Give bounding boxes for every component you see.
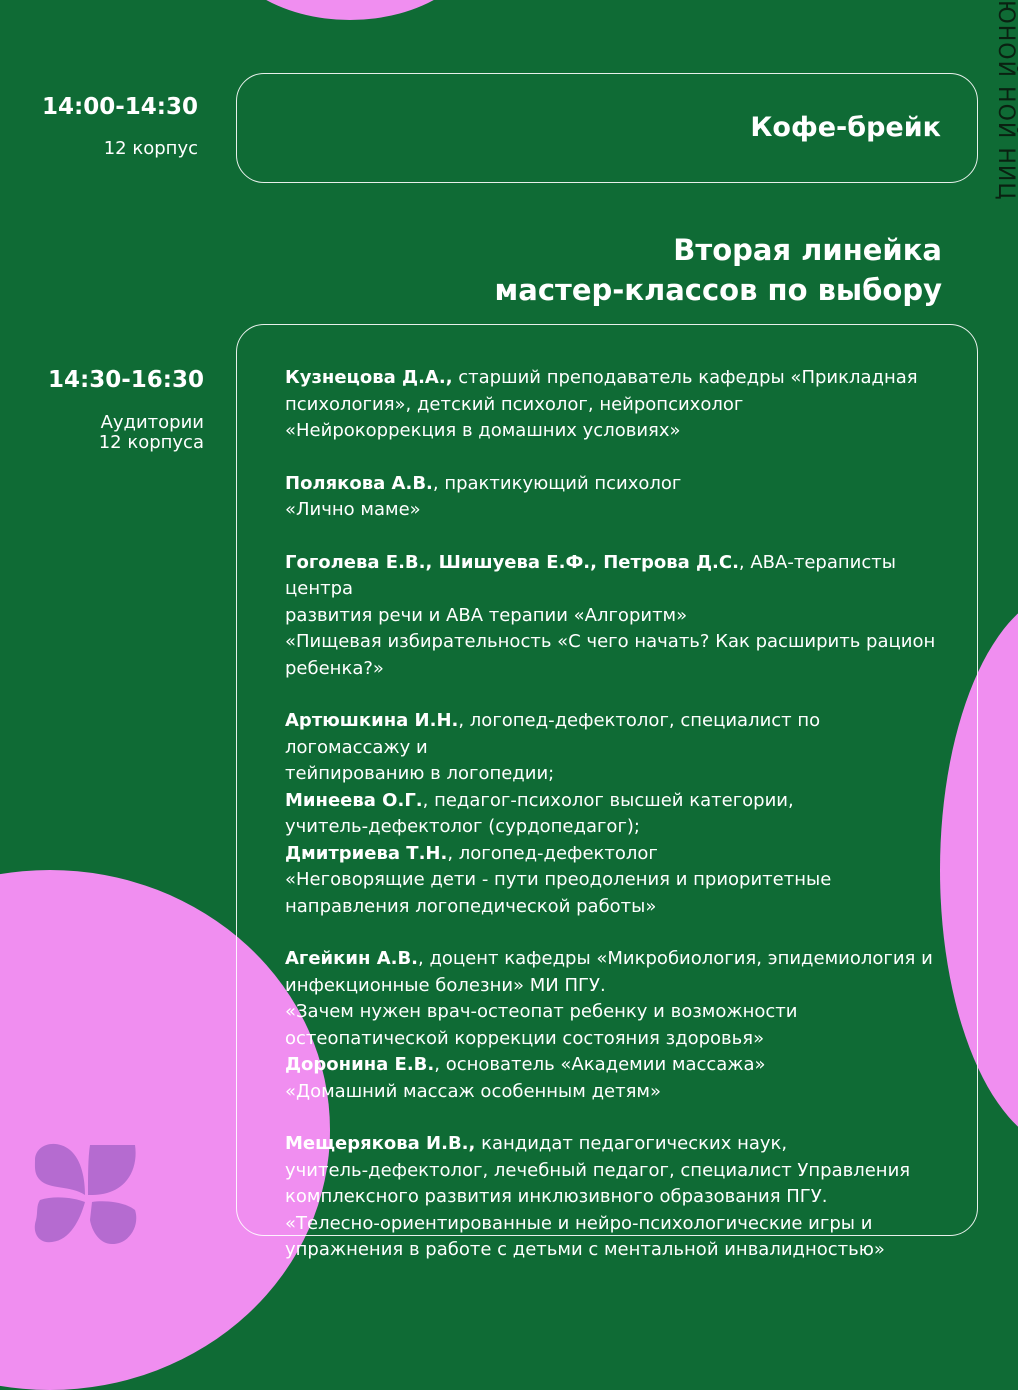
workshop-entry — [285, 365, 945, 445]
speaker-name: Артюшкина И.Н. — [285, 710, 459, 731]
workshops-place — [40, 413, 204, 453]
speaker-name: Дмитриева Т.Н. — [285, 842, 448, 864]
section-title-line2: мастер-классов по выбору — [494, 273, 942, 307]
speaker-name: Минеева О.Г. — [285, 789, 423, 811]
workshop-entry — [285, 471, 945, 524]
section-title — [495, 230, 942, 310]
speaker-details: , практикующий психолог «Лично маме» — [285, 472, 682, 520]
speaker-details: , педагог-психолог высшей категории, учитель-дефектолог (сурдопедагог); — [285, 789, 794, 837]
workshops-time: 14:30-16:30 — [48, 367, 204, 393]
coffee-title: Кофе-брейк — [750, 112, 941, 143]
speaker-name: Гоголева Е.В., Шишуева Е.Ф., Петрова Д.С. — [285, 551, 739, 573]
workshop-list — [285, 365, 945, 1290]
workshop-entry — [285, 946, 945, 1105]
speaker-details: , логопед-дефектолог, специалист по логомассажу и тейпированию в логопедии; — [285, 710, 821, 784]
speaker-details: , основатель «Академии массажа» «Домашний массаж особенным детям» — [285, 1054, 766, 1102]
section-title-line1: Вторая линейка — [673, 233, 942, 267]
coffee-place: 12 корпус — [103, 138, 198, 159]
speaker-details: кандидат педагогических наук, учитель-дефектолог, лечебный педагог, специалист Управления комплексного развития инклюзивного образования ПГУ. «Телесно-ориентированные и нейро-психологические игры и упражнения в работе с детьми с ментальной инвалидностью» — [285, 1133, 911, 1260]
speaker-name: Полякова А.В. — [285, 472, 433, 494]
workshop-entry — [285, 550, 945, 683]
decor-blob-top — [220, 0, 480, 20]
workshops-place-line1: Аудитории — [100, 412, 204, 433]
speaker-name: Доронина Е.В. — [285, 1054, 435, 1075]
speaker-details: , логопед-дефектолог «Неговорящие дети - пути преодоления и приоритетные направления логопедической работы» — [285, 842, 832, 917]
speaker-name: Кузнецова Д.А., — [285, 367, 453, 388]
workshops-card — [236, 324, 978, 1260]
speaker-name: Мещерякова И.В., — [285, 1133, 476, 1154]
side-vertical-text: ЮНОЙ НОЙ НИЦ — [993, 0, 1018, 201]
butterfly-logo-icon — [30, 1140, 150, 1250]
coffee-card — [236, 73, 978, 183]
speaker-details: старший преподаватель кафедры «Прикладная психология», детский психолог, нейропсихолог «Нейрокоррекция в домашних условиях» — [285, 367, 918, 441]
workshop-entry — [285, 1131, 945, 1264]
speaker-details: , доцент кафедры «Микробиология, эпидемиология и инфекционные болезни» МИ ПГУ. «Зачем нужен врач-остеопат ребенку и возможности остеопатической коррекции состояния здоровья» — [285, 948, 933, 1049]
workshops-place-line2: 12 корпуса — [98, 432, 204, 453]
workshop-entry — [285, 708, 945, 920]
coffee-time: 14:00-14:30 — [42, 94, 198, 120]
speaker-details: , АВА-тераписты центра развития речи и АВА терапии «Алгоритм» «Пищевая избирательность «С чего начать? Как расширить рацион ребенка?» — [285, 551, 936, 679]
speaker-name: Агейкин А.В. — [285, 948, 419, 969]
